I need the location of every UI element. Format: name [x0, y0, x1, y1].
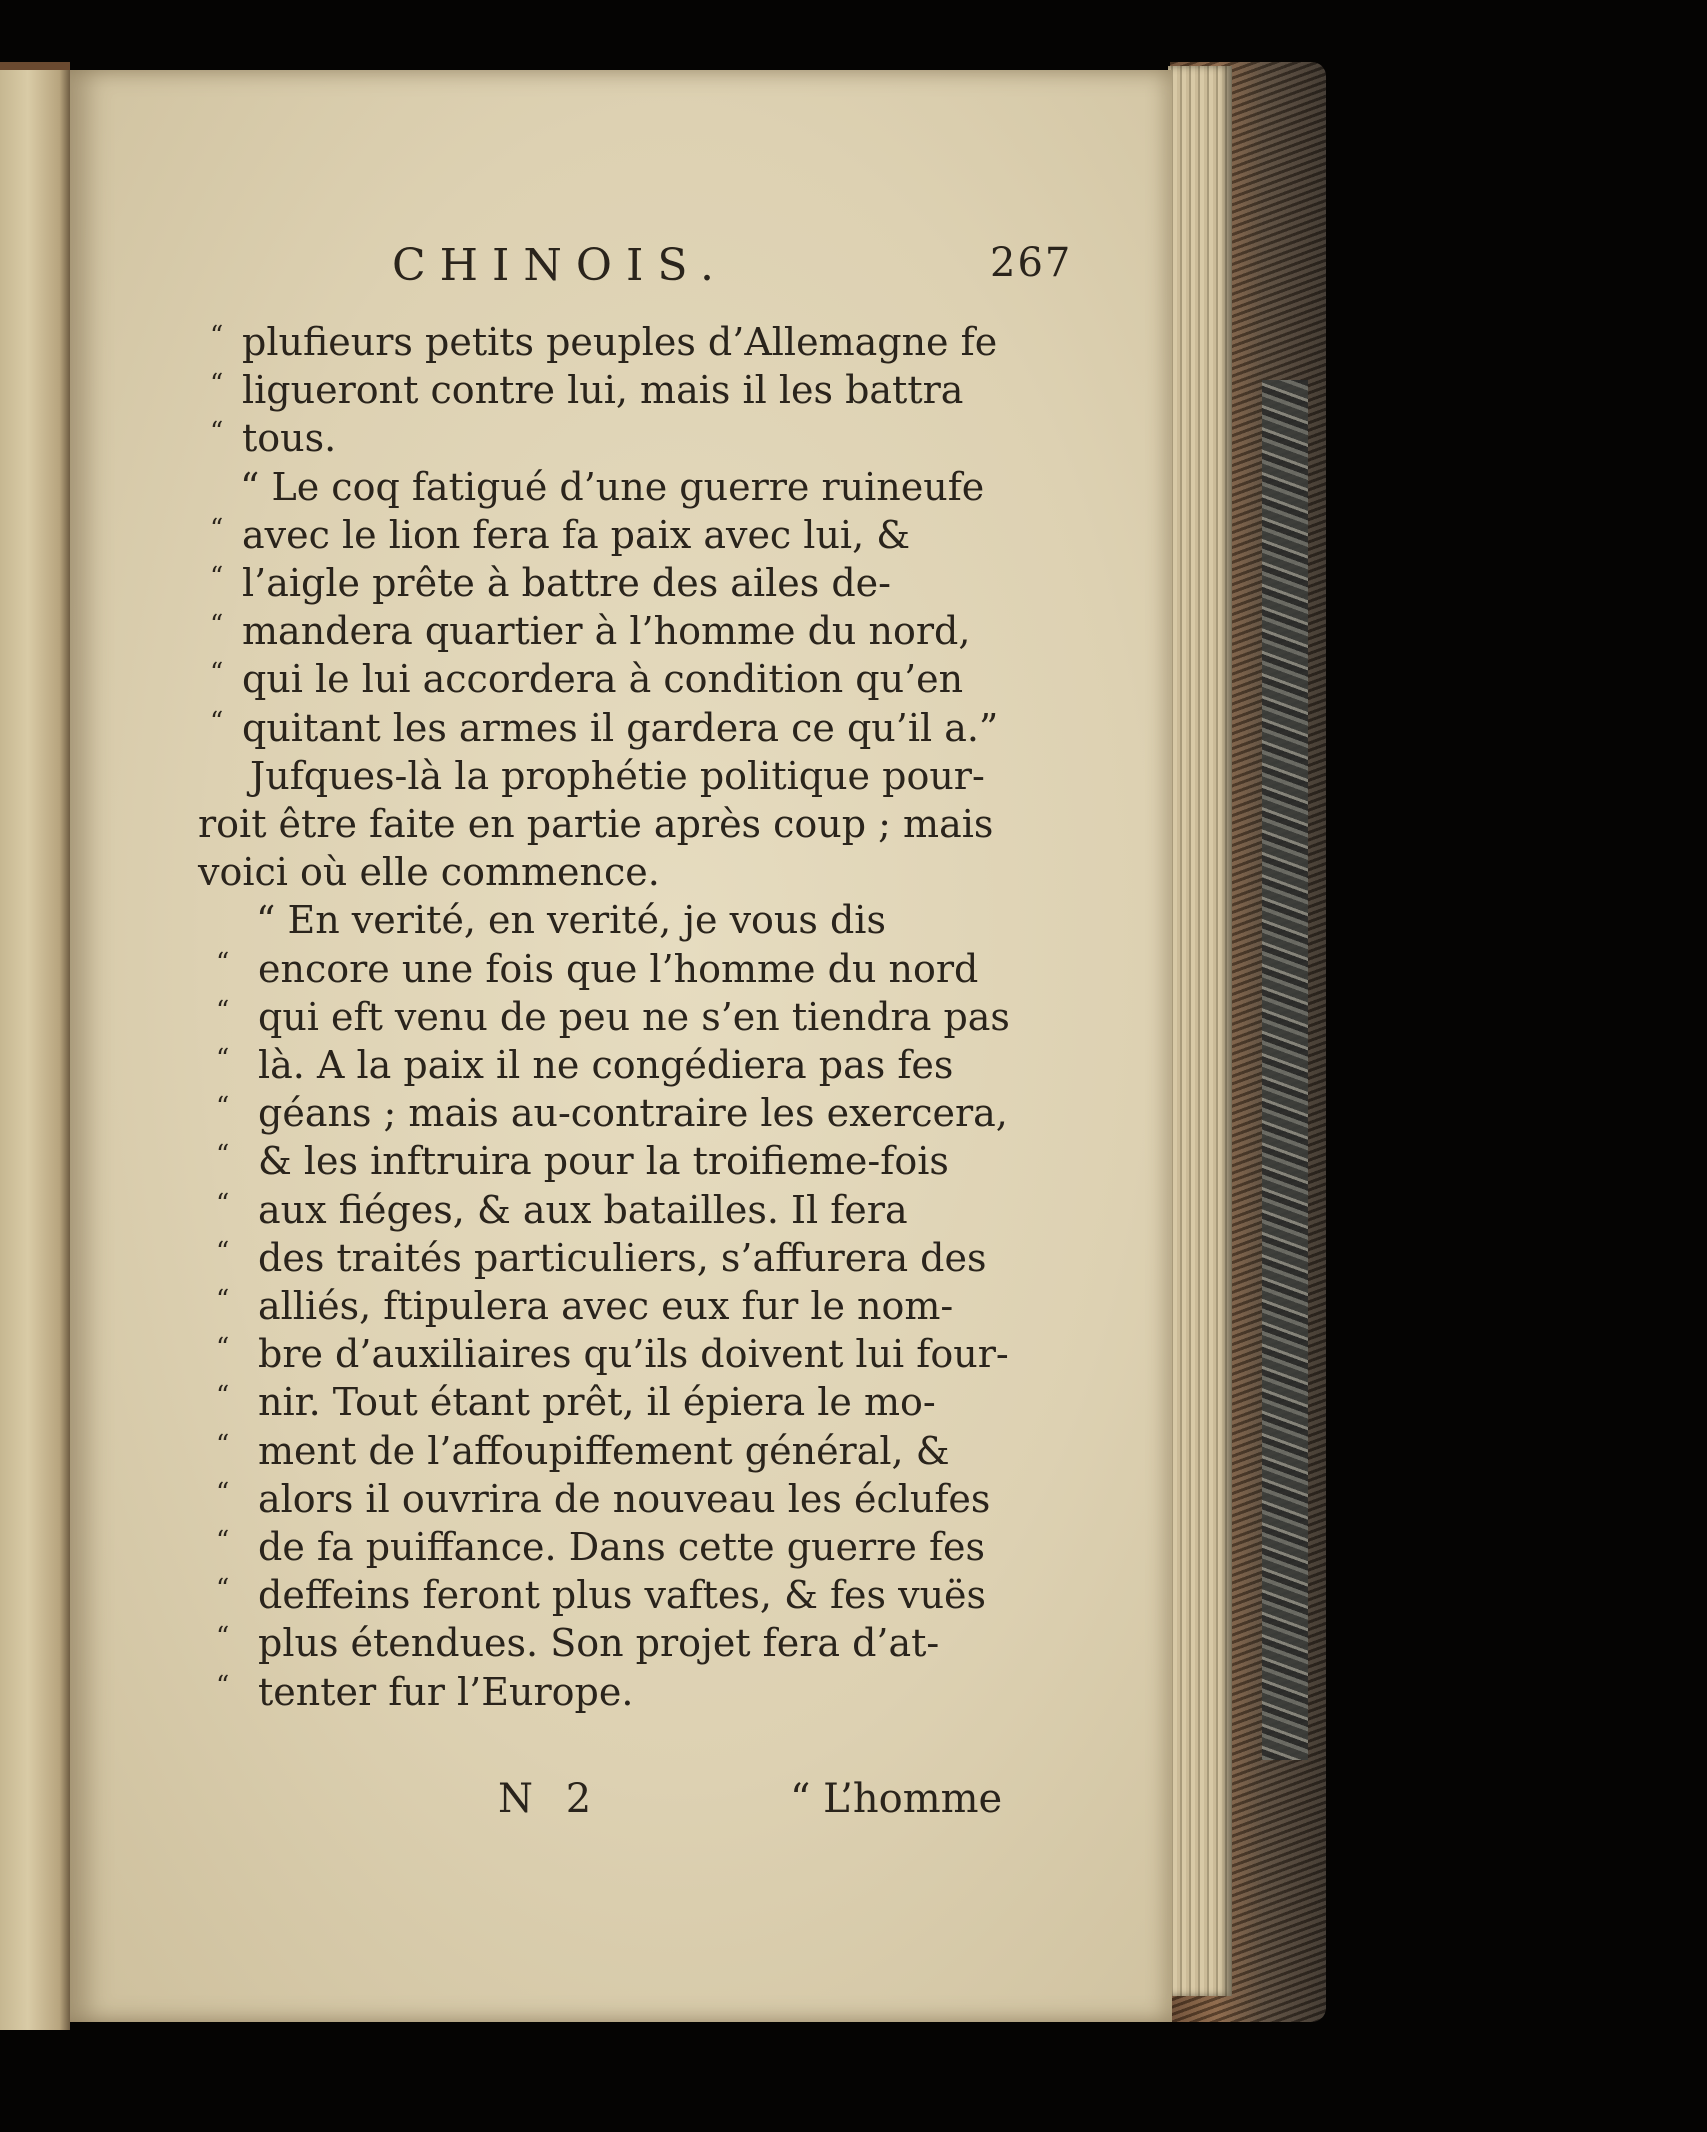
quote-mark: “	[210, 658, 224, 689]
quote-mark: “	[216, 1429, 230, 1460]
text-line: géans ; mais au-contraire les exercera,	[258, 1091, 1008, 1136]
text-line: plufieurs petits peuples d’Allemagne fe	[242, 320, 998, 364]
quote-mark: “	[216, 1574, 230, 1605]
text-line: avec le lion fera fa paix avec lui, &	[242, 512, 911, 557]
text-line: aux fiéges, & aux batailles. Il fera	[258, 1187, 908, 1232]
text-line: ment de l’affoupiffement général, &	[258, 1428, 950, 1473]
text-line: mandera quartier à l’homme du nord,	[242, 609, 971, 654]
quote-mark: “	[210, 610, 224, 641]
left-page-edge	[0, 70, 70, 2030]
quote-mark: “	[216, 1285, 230, 1315]
quote-mark: “	[216, 1140, 230, 1171]
catchword: “ L’homme	[790, 1776, 1003, 1822]
page-edges	[1168, 66, 1232, 1996]
running-head: CHINOIS.	[392, 240, 728, 291]
text-line: “ En verité, en verité, je vous dis	[256, 898, 886, 943]
quote-mark: “	[216, 1188, 230, 1219]
text-line: qui eft venu de peu ne s’en tiendra pas	[258, 994, 1010, 1039]
quote-mark: “	[210, 513, 224, 544]
signature-mark: N 2	[498, 1776, 602, 1822]
quote-mark: “	[216, 1670, 230, 1701]
text-line: de fa puiffance. Dans cette guerre fes	[258, 1525, 985, 1569]
text-line: encore une fois que l’homme du nord	[258, 946, 979, 991]
text-line: roit être faite en partie après coup ; mais	[198, 802, 994, 846]
quote-mark: “	[216, 1044, 230, 1074]
text-line: quitant les armes il gardera ce qu’il a.”	[242, 705, 999, 750]
quote-mark: “	[210, 321, 224, 351]
text-line: nir. Tout étant prêt, il épiera le mo-	[258, 1380, 936, 1425]
text-line: l’aigle prête à battre des ailes de-	[242, 561, 891, 605]
text-line: “ Le coq fatigué d’une guerre ruineufe	[240, 464, 985, 509]
text-line: là. A la paix il ne congédiera pas fes	[258, 1043, 954, 1087]
text-line: plus étendues. Son projet fera d’at-	[258, 1621, 940, 1666]
quote-mark: “	[216, 995, 230, 1026]
quote-mark: “	[210, 369, 224, 400]
quote-mark: “	[216, 1333, 230, 1364]
text-line: des traités particuliers, s’affurera des	[258, 1235, 987, 1280]
quote-mark: “	[216, 1477, 230, 1508]
quote-mark: “	[216, 1092, 230, 1123]
text-line: tenter fur l’Europe.	[258, 1669, 634, 1714]
quote-mark: “	[216, 1381, 230, 1412]
text-line: Jufques-là la prophétie politique pour-	[250, 753, 985, 798]
page-number: 267	[990, 240, 1073, 286]
quote-mark: “	[216, 947, 230, 978]
quote-mark: “	[216, 1526, 230, 1556]
quote-mark: “	[210, 562, 224, 592]
text-line: & les inftruira pour la troifieme-fois	[258, 1139, 949, 1184]
text-line: voici où elle commence.	[198, 850, 660, 895]
text-line: bre d’auxiliaires qu’ils doivent lui four-	[258, 1332, 1009, 1377]
text-line: ligueront contre lui, mais il les battra	[242, 368, 964, 413]
text-line: alliés, ftipulera avec eux fur le nom-	[258, 1284, 954, 1328]
text-line: deffeins feront plus vaftes, & fes vuës	[258, 1573, 987, 1618]
text-line: qui le lui accordera à condition qu’en	[242, 657, 964, 702]
quote-mark: “	[210, 706, 224, 737]
text-line: alors il ouvrira de nouveau les éclufes	[258, 1476, 991, 1521]
marbled-board	[1262, 380, 1308, 1760]
quote-mark: “	[210, 417, 224, 448]
text-line: tous.	[242, 416, 337, 461]
quote-mark: “	[216, 1622, 230, 1653]
quote-mark: “	[216, 1236, 230, 1267]
